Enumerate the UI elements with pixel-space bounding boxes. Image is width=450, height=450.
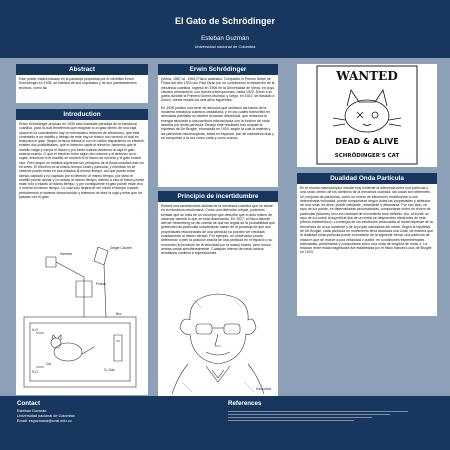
drawing-label: Poison bbox=[96, 282, 106, 286]
contact-institution: Universidad nacional de Colombia bbox=[17, 413, 75, 418]
drawing-label: Box bbox=[116, 312, 122, 316]
wanted-poster-image bbox=[297, 64, 437, 167]
portrait-sketch bbox=[158, 286, 278, 396]
contact-title: Contact bbox=[17, 400, 41, 407]
contact-section bbox=[17, 400, 75, 423]
references-section bbox=[228, 400, 408, 421]
wanted-heading: WANTED bbox=[336, 69, 398, 83]
portrait-signature: Kasumba bbox=[256, 387, 271, 391]
cat-box-drawing bbox=[16, 237, 148, 395]
uncertainty-title: Principio de incertidumbre bbox=[158, 191, 278, 202]
drawing-label: Cat bbox=[46, 362, 51, 366]
cat-box-illustration bbox=[16, 237, 148, 395]
references-title: References bbox=[228, 400, 262, 407]
contact-lines bbox=[17, 409, 75, 423]
biography-text bbox=[158, 75, 278, 187]
drawing-label: Geiger Counter bbox=[110, 246, 132, 250]
biography-paragraph-1: (Viena, 1887-id., 1961) Físico austriaco. Compartió el Premio Nobel de Física del año 1933 con Paul Dirac por su contribución al desarrollo de la mecánica cuántica. Ingresó en 1906 en la Universidad de Viena, en cuyo claustro permaneció, con breves interrupciones, hasta 1920. Sirvió a su patria durante la Primera Guerra Mundial, y luego, en 1921, se trasladó a Zurich, donde residió los seis años siguientes. bbox=[161, 77, 275, 103]
introduction-title: Introduction bbox=[16, 109, 148, 120]
poster-header bbox=[0, 0, 450, 58]
author-affiliation: Universidad nacional de Colombia bbox=[194, 44, 256, 49]
duality-text: En el mundo macroscópico resulta muy evidente la diferencia entre una partícula y una onda; dentro de los dominios de la mecánica cuántica, las cosas son diferentes. Un conjunto de partículas, como un chorro de electrones moviéndose a una determinada velocidad, puede comportarse según todas las propiedades y atributos de una onda, es decir: puede reflejarse, refractarse y difractarse. Por otro lado, un rayo de luz puede, en determinadas circunstancias, comportarse como un chorro de partículas (fotones) con una cantidad de movimiento bien definido. Así, al incidir un rayo de luz sobre la superficie lisa de un metal se desprenden electrones de éste (efecto fotoeléctrico). La energía de los electrones arrancados al metal depende de la frecuencia de la luz incidente y de la propia naturaleza del metal. Según la hipótesis de De Broglie, cada partícula en movimiento lleva asociada una onda, de manera que la dualidad onda-partícula puede enunciarse de la siguiente forma: una partícula de masa m que se mueve a una velocidad v puede, en condiciones experimentales adecuadas, presentarse y comportarse como una onda de longitud de onda, λ. La relación entre estas magnitudes fue establecida por el físico francés Louis de Broglie en 1924. bbox=[297, 184, 437, 316]
abstract-text: Este poster estará basado en la paradoja propuesta por el científico Erwin Schrödinger en 1935, se hablara de sus supuestos y de sus planteamientos teóricos, como tal. bbox=[16, 75, 148, 103]
abstract-title: Abstract bbox=[16, 64, 148, 75]
reference-line-placeholder bbox=[228, 418, 354, 421]
duality-title: Dualidad Onda Partícula bbox=[297, 173, 437, 184]
references-list bbox=[228, 409, 408, 421]
portrait-drawing bbox=[158, 286, 278, 396]
introduction-text: Erwin Schrödinger propuso en 1935 esta ilustrante paradoja de la mecánica cuántica, para la cual tendremos que imaginar a un gato dentro de una caja opaca en la cual también hay un mecanismo detector de electrones, que está conectado a un martillo y debajo de este hay un frasco con veneno el cual es letal para el gato. Según la física clásica si con un cañón disparamos un electrón existen dos posibilidades, que el detector capte el electrón, haciendo que el martillo caiga y rompa el frasco y por tanto cuando abramos la caja el gato estaría muerto. O que el electrón tome algún otro camino y el detector no lo capte, entonces ni el martillo se moverá ni el frasco se moverá y el gato estará vivo. Pero según un análisis siguiendo los principios de la física cuántica esto no es cierto. El electrón es al mismo tiempo onda y partícula, y mientras no se observe puede estar en dos estados al mismo tiempo, así que puede estar siendo captado y no captado por el detector al mismo tiempo, por tanto el martillo puede actuar y no actuar al mismo tiempo, debido a esto el frasco puede estar roto o intacto al mismo tiempo, y por consiguiente el gato puede estar vivo o muerto al mismo tiempo. Lo cual solo dejara de ser cierto el tiempo cuando perturbemos el sistema observándolo y tratemos de abrir la caja y mirar que ha pasado con el gato. bbox=[16, 120, 148, 248]
drawing-label: O₂ Gas bbox=[104, 368, 115, 372]
author-name: Esteban Guzmán bbox=[201, 35, 249, 42]
drawing-label: H₂O bbox=[32, 328, 39, 332]
poster-title: El Gato de Schrödinger bbox=[174, 16, 275, 26]
biography-title: Erwin Schrödinger bbox=[158, 64, 278, 75]
column-middle bbox=[158, 64, 278, 286]
drawing-label: Hammer bbox=[60, 252, 73, 256]
column-right bbox=[297, 64, 437, 316]
uncertainty-text: Revela una característica distinta de la mecánica cuántica que no existe en la mecánica newtoniana. Como una definición simple, podemos señalar que se trata de un concepto que describe que el acto mismo de observar cambia lo que se está observando. En 1927, el físico alemán werner heisenberg se dio cuenta de que las reglas de la probabilidad que gobiernan las partículas subatómicas nacen de la paradoja de que dos propiedades relacionadas de una partícula no pueden ser medidas exactamente al mismo tiempo. Por ejemplo, un observador puede determinar o bien la posición exacta de una partícula en el espacio o su momento (el producto de la velocidad por la masa) exacto, pero nunca ambas cosas simultáneamente. Cualquier intento de medir ambos resultados conlleva a imprecisiones. bbox=[158, 202, 278, 286]
biography-paragraph-2: En 1926 publicó una serie de artículos que sentaron las bases de la moderna mecánica cuántica ondulatoria, y en los cuales transcribió en derivadas parciales su célebre ecuación diferencial, que relaciona la energía asociada a una partícula microscópica con la función de onda descrita por dicha partícula. Dedujo este resultado tras adoptar la hipótesis de De Broglie, enunciada en 1924, según la cual la materia y las partículas microscópicas, éstas en especial, son de naturaleza dual y se comportan a la vez como onda y como cuerpo. bbox=[161, 105, 274, 140]
wanted-poster bbox=[297, 64, 437, 167]
drawing-label: H₂O bbox=[32, 370, 39, 374]
column-left bbox=[16, 64, 148, 248]
contact-name: Esteban Guzmán bbox=[17, 409, 47, 413]
poster-footer bbox=[0, 396, 450, 450]
wanted-dead-alive: DEAD & ALIVE bbox=[335, 137, 399, 146]
wanted-subtitle: SCHRÖDINGER'S CAT bbox=[334, 153, 400, 159]
contact-email: Email: esguzmana@unal.edu.co bbox=[17, 418, 72, 423]
